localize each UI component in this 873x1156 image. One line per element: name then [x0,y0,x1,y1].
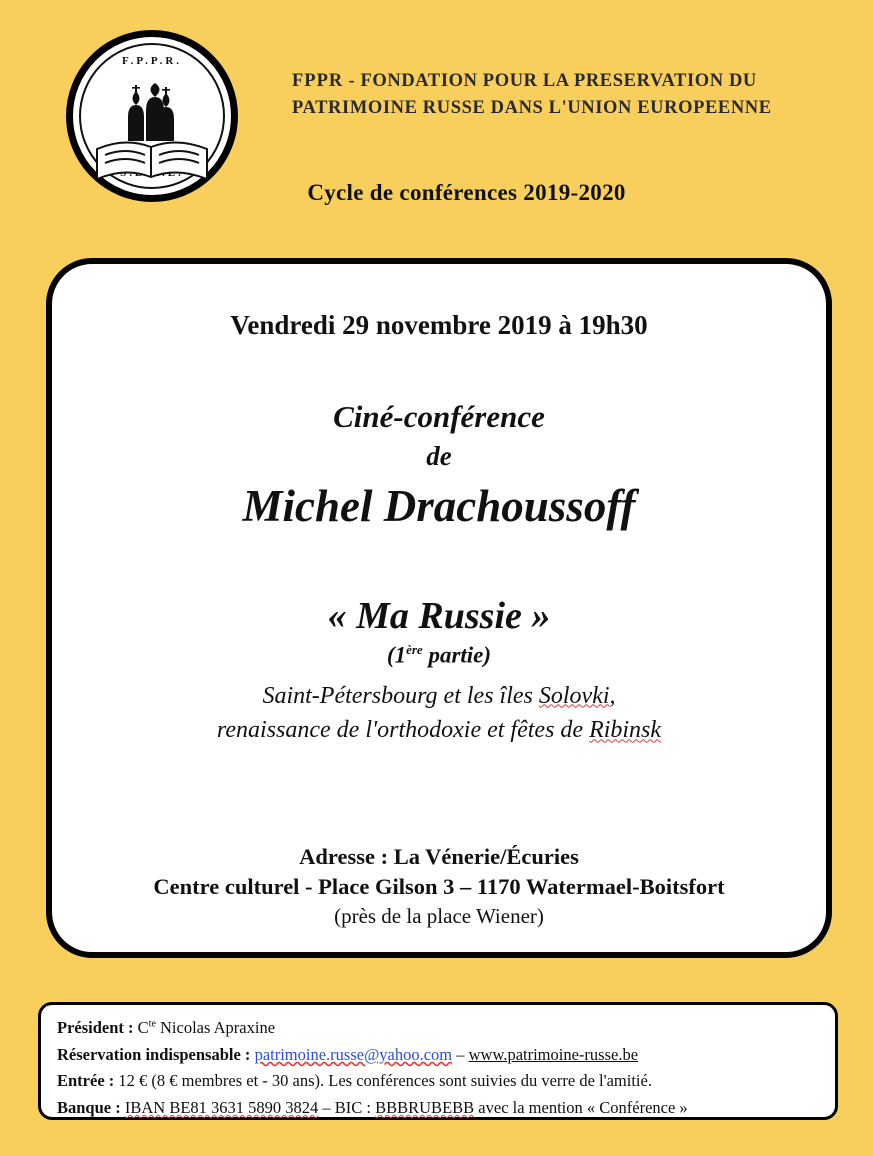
org-dash: - [348,71,356,91]
fppr-logo [66,30,238,202]
event-speaker: Michel Drachoussoff [242,481,636,531]
talk-part-suffix: partie) [422,642,492,668]
venue-address-line3: (près de la place Wiener) [334,904,544,929]
bank-label: Banque : [57,1098,121,1118]
reservation-dash: – [452,1044,469,1064]
bank-tail: avec la mention « Conférence » [474,1098,688,1118]
talk-sub-line1-c: , [609,682,616,709]
talk-sub-line1-b: Solovki [538,682,610,709]
bank-iban: IBAN BE81 3631 5890 3824 [124,1098,319,1118]
event-kind: Ciné-conférence [333,399,545,434]
talk-sub-line2-a: renaissance de l'orthodoxie et fêtes de [216,717,590,744]
event-date: Vendredi 29 novembre 2019 à 19h30 [230,310,648,340]
talk-sub-line2-b: Ribinsk [589,717,662,744]
reservation-line [57,1042,819,1069]
organization-title [292,68,832,122]
reservation-label: Réservation indispensable : [57,1044,251,1064]
talk-subtitle [52,679,826,749]
org-name-line2: PATRIMOINE RUSSE DANS L'UNION EUROPEENNE [292,97,772,118]
website-link[interactable]: www.patrimoine-russe.be [468,1044,639,1064]
venue-address-line1: Adresse : La Vénerie/Écuries [299,844,579,870]
talk-title: « Ma Russie » [327,595,551,637]
venue-address-line2: Centre culturel - Place Gilson 3 – 1170 Watermael-Boitsfort [153,874,725,900]
president-title: C [137,1018,149,1037]
event-card [46,258,832,958]
talk-part-prefix: (1 [386,642,407,668]
bank-bic: BBBRUBEBB [375,1098,475,1118]
president-label: Président : [57,1018,134,1037]
poster-header [0,0,873,235]
logo-top-text: F.P.P.R. [121,55,183,67]
talk-part [52,642,826,669]
talk-part-sup: ère [406,642,423,657]
entry-label: Entrée : [57,1071,115,1091]
event-kind-de: de [426,441,452,471]
president-line [57,1015,819,1042]
entry-text: 12 € (8 € membres et - 30 ans). Les conférences sont suivies du verre de l'amitié. [118,1071,652,1091]
bank-line [57,1095,819,1122]
bank-sep: – BIC : [318,1098,376,1118]
org-abbr: FPPR [292,71,344,91]
reservation-email-link[interactable]: patrimoine.russe@yahoo.com [254,1044,453,1064]
talk-sub-line1-a: Saint-Pétersbourg et les îles [262,682,539,709]
org-name-line1: FONDATION POUR LA PRESERVATION DU [360,71,757,91]
entry-fee-line [57,1068,819,1095]
cycle-title: Cycle de conférences 2019-2020 [307,180,626,205]
president-name: Nicolas Apraxine [155,1018,276,1037]
practical-info-box [38,1002,838,1120]
president-title-sup: te [148,1018,156,1030]
